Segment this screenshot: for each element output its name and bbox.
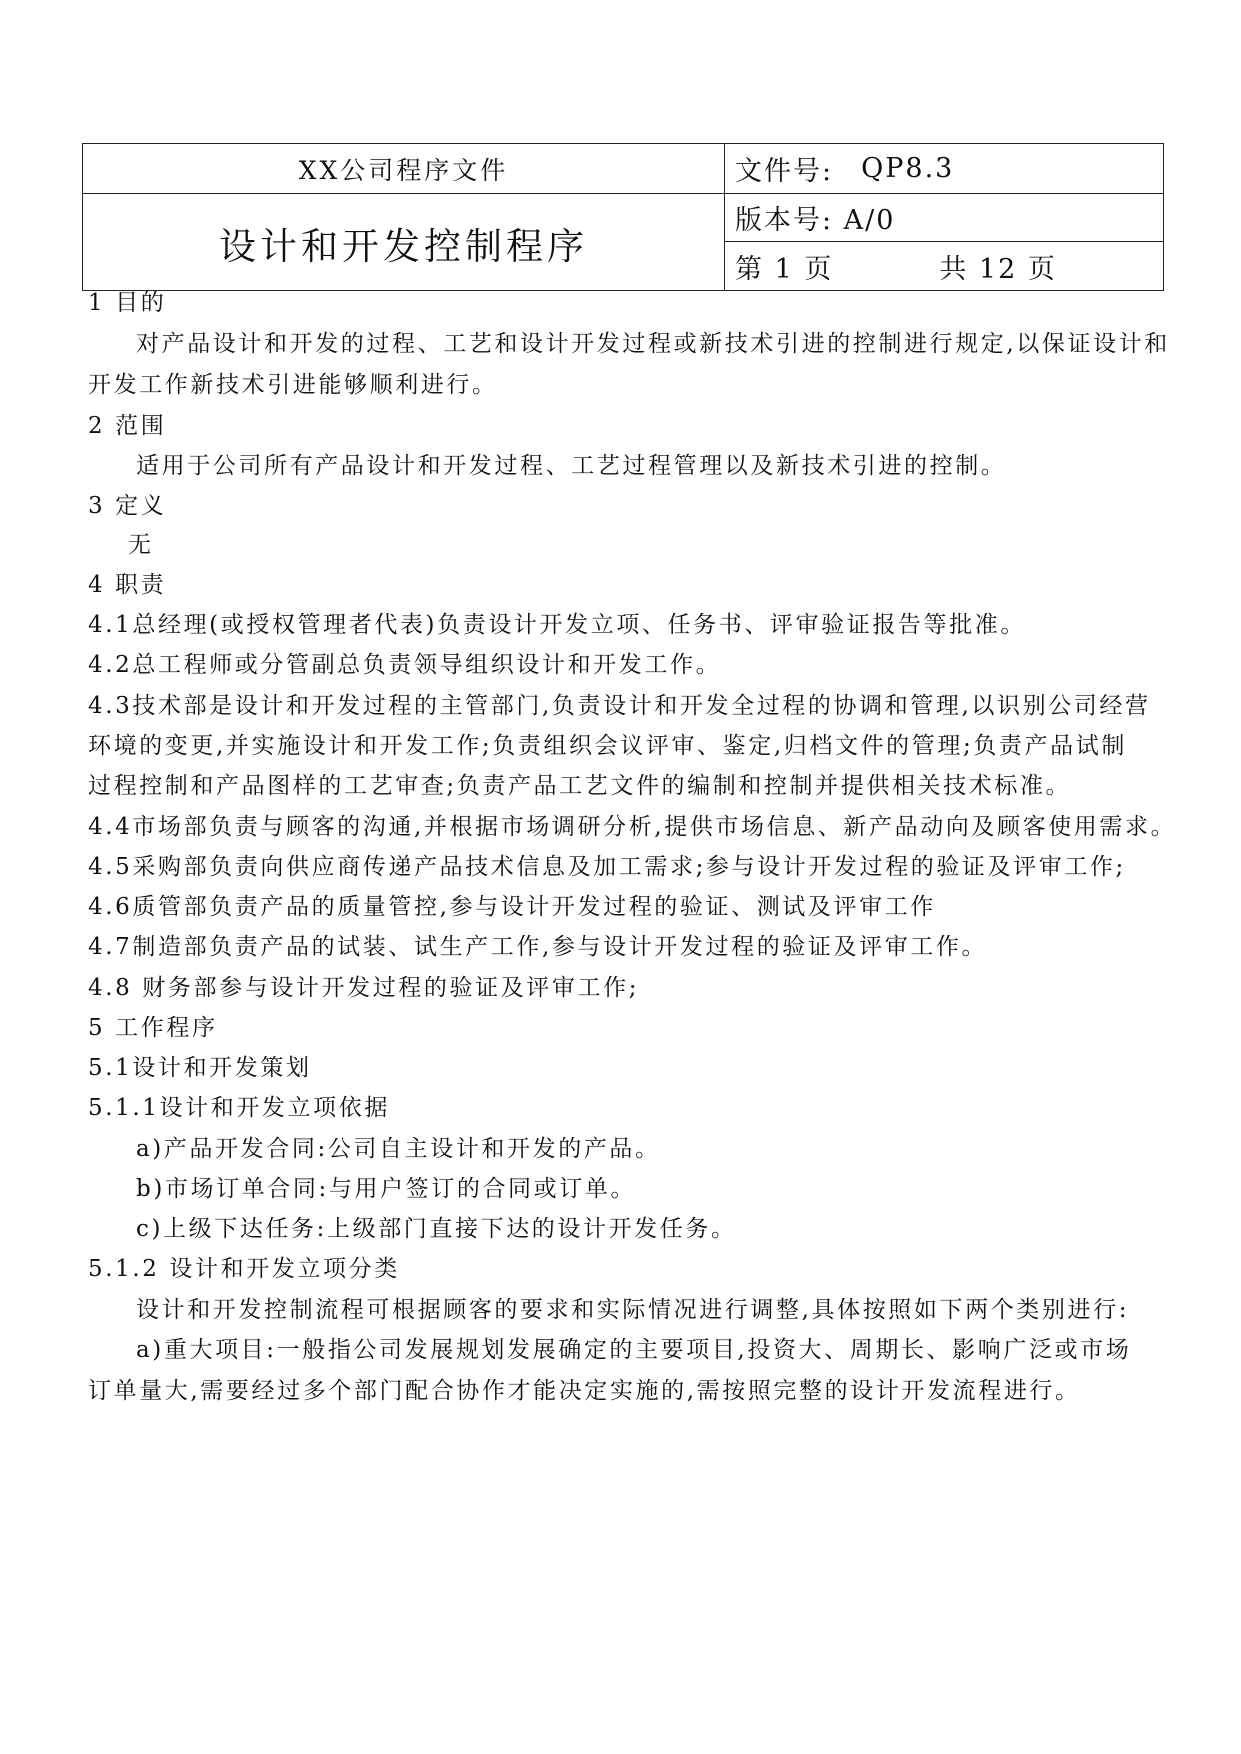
paragraph-line: 4.6质管部负责产品的质量管控,参与设计开发过程的验证、测试及评审工作	[88, 894, 936, 920]
document-number	[725, 144, 1163, 194]
document-header-table	[82, 143, 1164, 291]
document-number-label: 文件号:	[735, 156, 834, 187]
paragraph-line: 开发工作新技术引进能够顺利进行。	[88, 372, 498, 398]
list-item: b)市场订单合同:与用户签订的合同或订单。	[136, 1176, 637, 1202]
version-number: 版本号: A/0	[725, 194, 1163, 242]
page-info	[725, 242, 1163, 290]
paragraph-line: 4.5采购部负责向供应商传递产品技术信息及加工需求;参与设计开发过程的验证及评审工作;	[88, 854, 1126, 880]
section-heading: 1 目的	[88, 290, 167, 316]
paragraph-line: 4.7制造部负责产品的试装、试生产工作,参与设计开发过程的验证及评审工作。	[88, 934, 988, 960]
section-heading: 3 定义	[88, 493, 167, 519]
paragraph-line: 对产品设计和开发的过程、工艺和设计开发过程或新技术引进的控制进行规定,以保证设计和	[136, 331, 1170, 357]
paragraph-line: 设计和开发控制流程可根据顾客的要求和实际情况进行调整,具体按照如下两个类别进行:	[136, 1297, 1130, 1323]
paragraph-line: 4.8 财务部参与设计开发过程的验证及评审工作;	[88, 975, 640, 1001]
subsection-heading: 5.1.2 设计和开发立项分类	[88, 1256, 400, 1282]
paragraph-line: 4.2总工程师或分管副总负责领导组织设计和开发工作。	[88, 652, 722, 678]
company-document-label: XX公司程序文件	[83, 144, 725, 194]
section-heading: 5 工作程序	[88, 1015, 218, 1041]
document-title: 设计和开发控制程序	[83, 194, 725, 291]
subsection-heading: 5.1.1设计和开发立项依据	[88, 1095, 390, 1121]
list-item: c)上级下达任务:上级部门直接下达的设计开发任务。	[136, 1216, 737, 1242]
paragraph-line: 4.3技术部是设计和开发过程的主管部门,负责设计和开发全过程的协调和管理,以识别公司经营	[88, 693, 1151, 719]
page-number: 第 1 页	[735, 253, 834, 285]
section-heading: 2 范围	[88, 413, 167, 439]
paragraph-line: 适用于公司所有产品设计和开发过程、工艺过程管理以及新技术引进的控制。	[136, 453, 1007, 479]
list-item: a)产品开发合同:公司自主设计和开发的产品。	[136, 1136, 661, 1162]
subsection-heading: 5.1设计和开发策划	[88, 1055, 312, 1081]
paragraph-line: 无	[128, 532, 154, 558]
total-pages: 共 12 页	[939, 253, 1057, 285]
document-number-value: QP8.3	[861, 153, 955, 184]
paragraph-line: 过程控制和产品图样的工艺审查;负责产品工艺文件的编制和控制并提供相关技术标准。	[88, 773, 1072, 799]
paragraph-line: 4.4市场部负责与顾客的沟通,并根据市场调研分析,提供市场信息、新产品动向及顾客使用需求。	[88, 814, 1177, 840]
section-heading: 4 职责	[88, 572, 167, 598]
list-item: a)重大项目:一般指公司发展规划发展确定的主要项目,投资大、周期长、影响广泛或市场	[136, 1337, 1132, 1363]
paragraph-line: 订单量大,需要经过多个部门配合协作才能决定实施的,需按照完整的设计开发流程进行。	[88, 1378, 1081, 1404]
paragraph-line: 环境的变更,并实施设计和开发工作;负责组织会议评审、鉴定,归档文件的管理;负责产品试制	[88, 733, 1127, 759]
paragraph-line: 4.1总经理(或授权管理者代表)负责设计开发立项、任务书、评审验证报告等批准。	[88, 612, 1026, 638]
